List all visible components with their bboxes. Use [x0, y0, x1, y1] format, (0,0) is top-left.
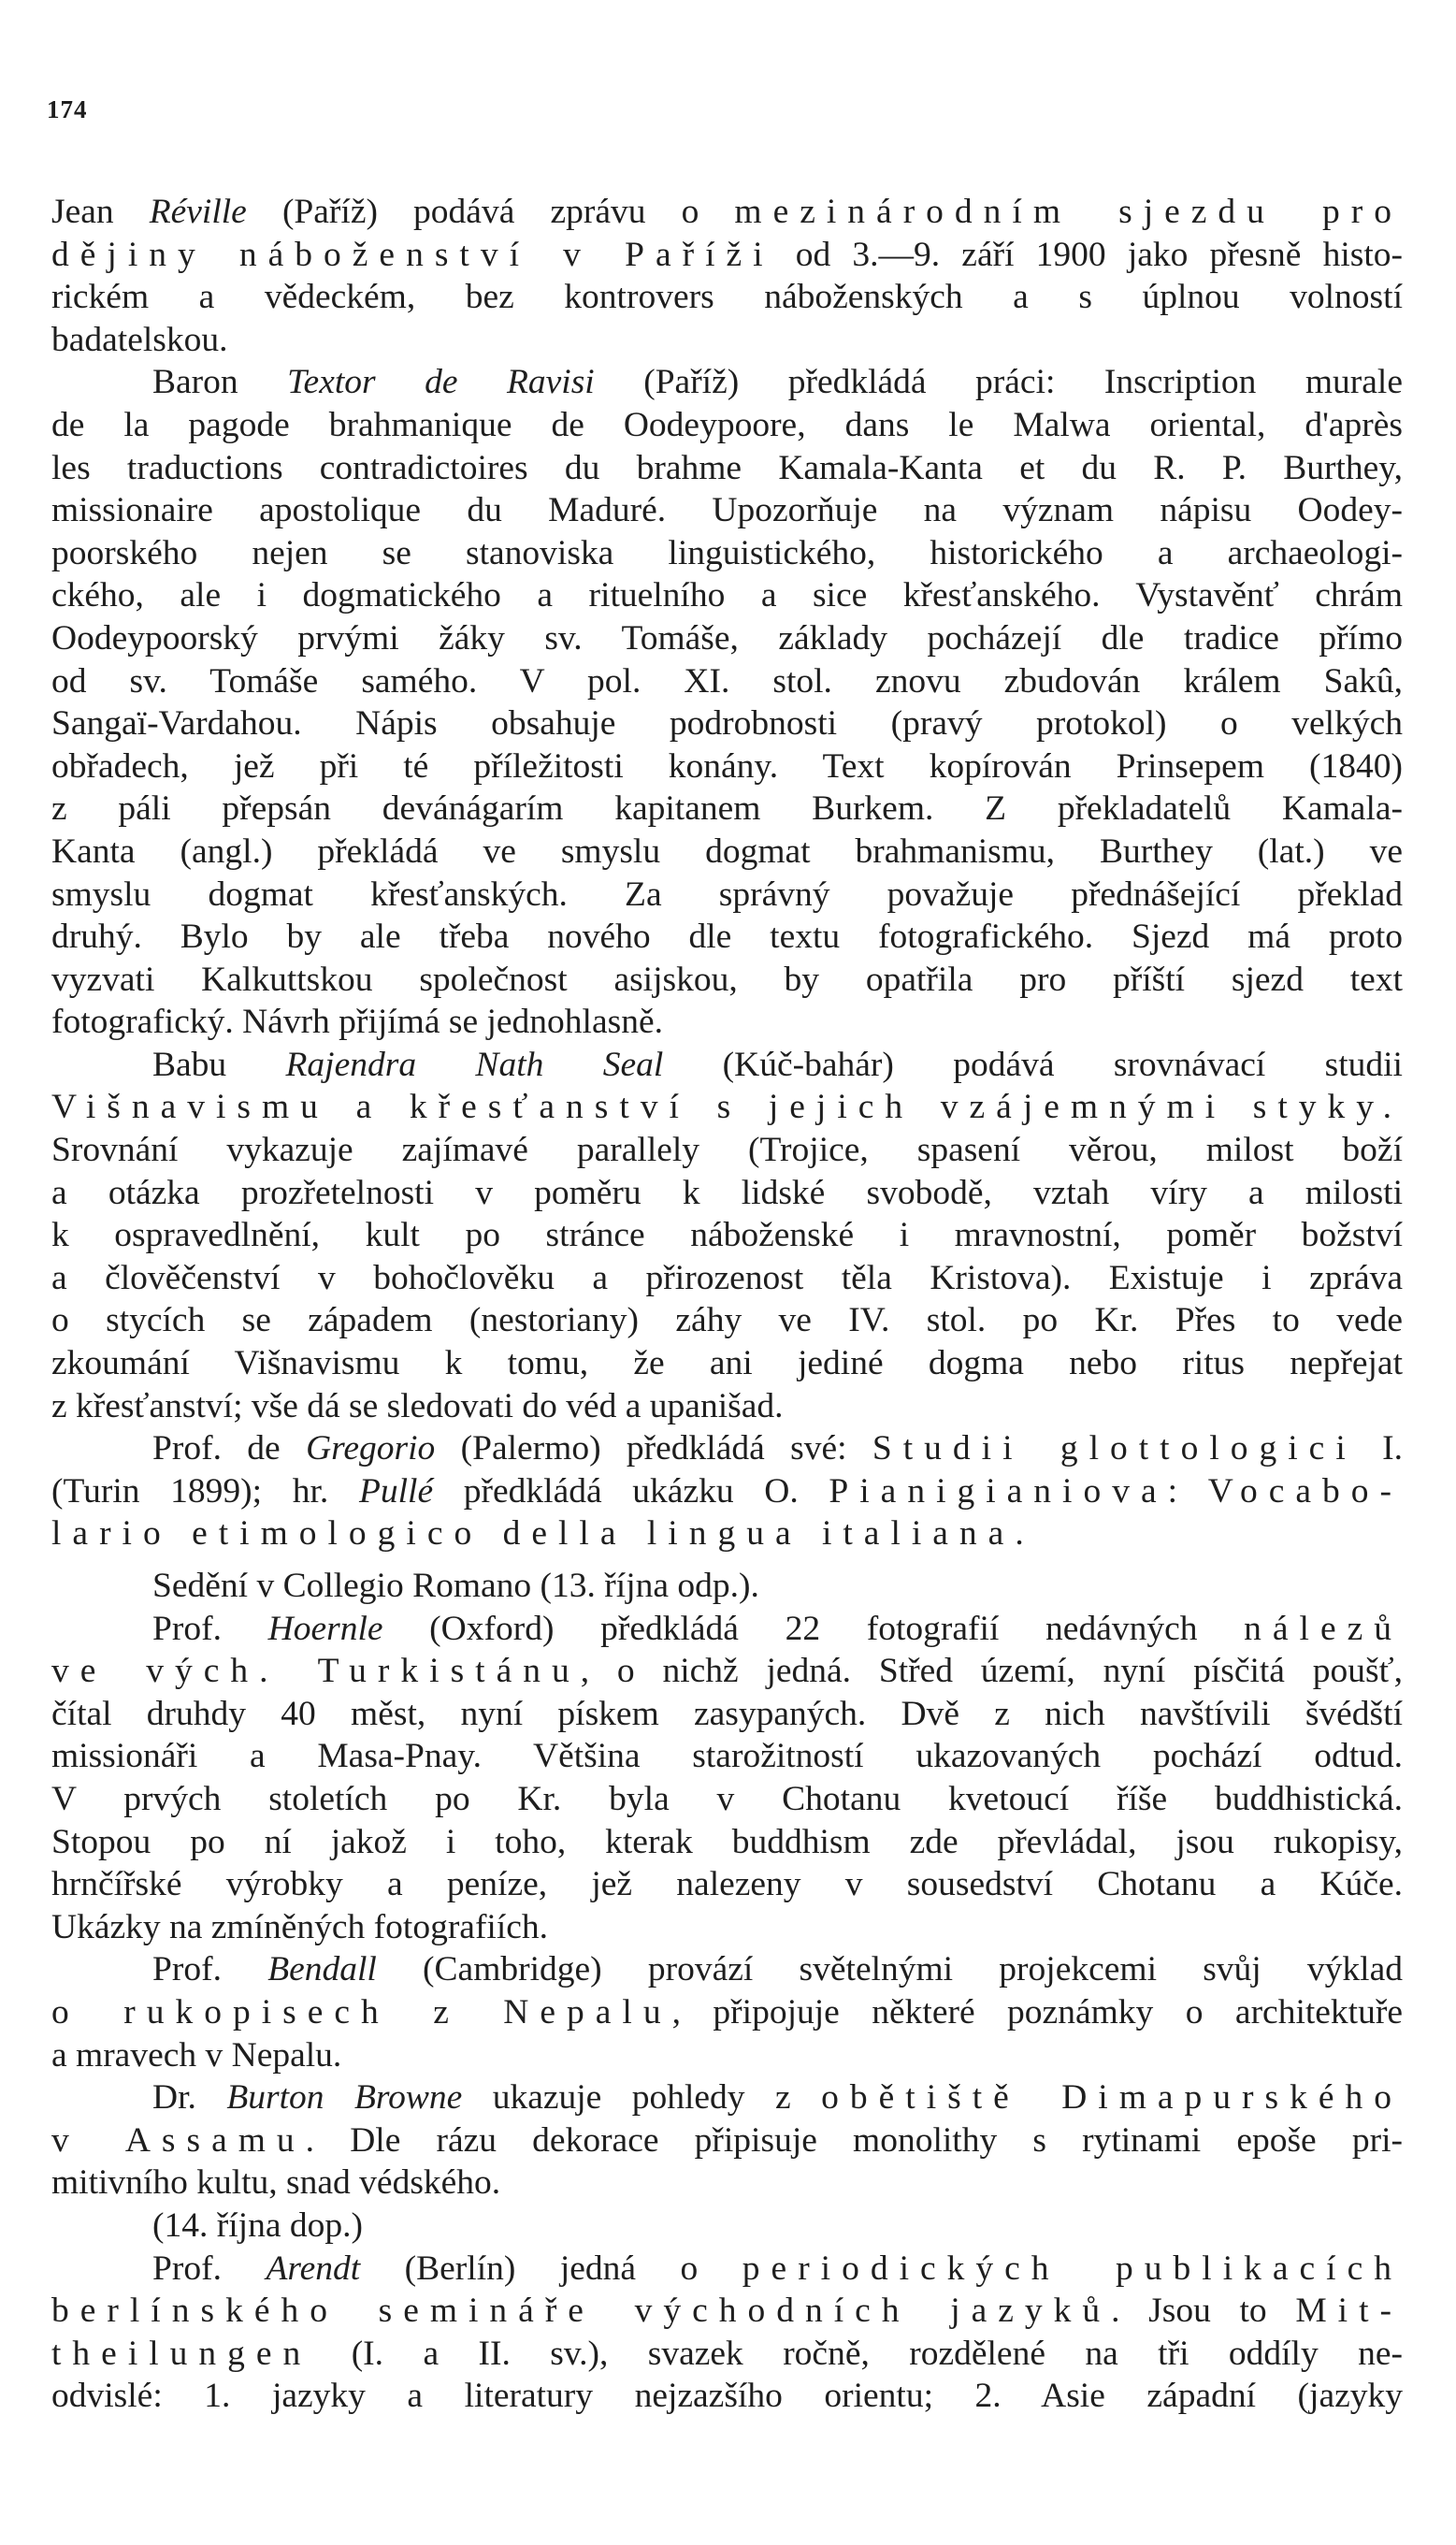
- text-line: [51, 532, 1403, 575]
- text-line: [51, 2076, 1403, 2119]
- text-line: [51, 1086, 1403, 1129]
- text-run: předkládá ukázku O.: [433, 1471, 829, 1511]
- spaced-emphasis: obětiště Dimapurského: [821, 2078, 1404, 2118]
- text-run: a člověčenství v bohočlověku a přirozenost těla Kristova). Existuje i zpráva: [51, 1258, 1403, 1297]
- text-run: smyslu dogmat křesťanských. Za správný považuje přednášející překlad: [51, 875, 1403, 914]
- text-run: poorského nejen se stanoviska linguistického, historického a archaeologi-: [51, 533, 1403, 572]
- text-run: (Kúč-bahár) podává srovnávací studii: [663, 1045, 1403, 1084]
- italic-name: Burton Browne: [226, 2078, 463, 2118]
- text-run: odvislé: 1. jazyky a literatury nejzazšího orientu; 2. Asie západní (jazyky: [51, 2377, 1403, 2416]
- text-line: [51, 916, 1403, 959]
- text-line: [51, 617, 1403, 660]
- text-run: Babu: [152, 1045, 286, 1084]
- text-line: [51, 489, 1403, 532]
- text-line: [51, 1129, 1403, 1172]
- text-run: mitivního kultu, snad védského.: [51, 2163, 501, 2203]
- italic-name: Arendt: [266, 2249, 361, 2288]
- text-line: [51, 1863, 1403, 1906]
- text-line: [51, 2333, 1403, 2376]
- text-run: (Palermo) předkládá své:: [435, 1429, 872, 1468]
- italic-name: Gregorio: [306, 1429, 436, 1468]
- text-run: fotografický. Návrh přijímá se jednohlasně.: [51, 1003, 663, 1042]
- italic-name: Textor de Ravisi: [287, 363, 595, 402]
- text-run: a otázka prozřetelnosti v poměru k lidské svobodě, vztah víry a milosti: [51, 1173, 1403, 1212]
- text-line: [51, 319, 1403, 362]
- text-line: [51, 1565, 1403, 1608]
- text-line: [51, 2248, 1403, 2291]
- text-run: badatelskou.: [51, 320, 228, 359]
- italic-name: Rajendra Nath Seal: [285, 1045, 664, 1084]
- text-run: Oodeypoorský prvými žáky sv. Tomáše, základy pocházejí dle tradice přímo: [51, 618, 1403, 658]
- text-line: [51, 1608, 1403, 1651]
- text-run: Prof. de: [152, 1429, 307, 1468]
- text-line: [51, 1385, 1403, 1428]
- text-run: hrnčířské výrobky a peníze, jež nalezeny v sousedství Chotanu a Kúče.: [51, 1865, 1403, 1904]
- spaced-emphasis: Višnavismu a křesťanství s jejich vzájemnými styky.: [51, 1088, 1403, 1127]
- body-text: [51, 191, 1403, 2418]
- text-run: ukazuje pohledy z: [462, 2078, 822, 2118]
- text-line: [51, 702, 1403, 745]
- text-run: (Berlín) jedná o: [360, 2249, 742, 2288]
- text-line: [51, 2034, 1403, 2077]
- text-run: o stycích se západem (nestoriany) záhy ve IV. stol. po Kr. Přes to vede: [51, 1301, 1403, 1340]
- text-run: missionaire apostolique du Maduré. Upozorňuje na význam nápisu Oodey-: [51, 491, 1403, 530]
- spaced-emphasis: theilungen: [51, 2334, 312, 2373]
- text-run: de la pagode brahmanique de Oodeypoore, dans le Malwa oriental, d'après: [51, 405, 1403, 444]
- spaced-emphasis: v Assamu: [51, 2120, 306, 2160]
- text-line: [51, 1735, 1403, 1778]
- text-line: [51, 745, 1403, 788]
- italic-name: Bendall: [267, 1950, 377, 1989]
- text-line: [51, 1650, 1403, 1693]
- page-number: 174: [47, 95, 88, 123]
- text-line: [51, 1427, 1403, 1470]
- spaced-emphasis: periodických publikacích: [742, 2249, 1403, 2288]
- spaced-emphasis: Studii glottologici: [872, 1429, 1357, 1468]
- text-line: [51, 1257, 1403, 1300]
- text-line: [51, 1342, 1403, 1385]
- text-run: Prof.: [152, 1609, 268, 1648]
- text-run: Stopou po ní jakož i toho, kterak buddhism zde převládal, jsou rukopisy,: [51, 1822, 1403, 1861]
- text-run: vyzvati Kalkuttskou společnost asijskou, by opatřila pro příští sjezd text: [51, 960, 1403, 999]
- text-line: [51, 276, 1403, 319]
- text-line: [51, 191, 1403, 234]
- text-line: [51, 2375, 1403, 2418]
- text-run: , připojuje některé poznámky o architektuře: [671, 1992, 1403, 2032]
- text-run: V prvých stoletích po Kr. byla v Chotanu kvetoucí říše buddhistická.: [51, 1779, 1403, 1818]
- text-line: [51, 2205, 1403, 2248]
- text-line: [51, 1512, 1403, 1555]
- text-run: druhý. Bylo by ale třeba nového dle textu fotografického. Sjezd má proto: [51, 918, 1403, 957]
- text-line: [51, 1470, 1403, 1513]
- text-run: z páli přepsán devánágarím kapitanem Burkem. Z překladatelů Kamala-: [51, 789, 1403, 829]
- text-run: k ospravedlnění, kult po stránce náboženské i mravnostní, poměr božství: [51, 1216, 1403, 1255]
- italic-name: Hoernle: [267, 1609, 383, 1648]
- text-run: Kanta (angl.) překládá ve smyslu dogmat brahmanismu, Burthey (lat.) ve: [51, 831, 1403, 871]
- text-line: [51, 404, 1403, 447]
- text-line: [51, 1778, 1403, 1821]
- text-line: [51, 1991, 1403, 2034]
- text-run: zkoumání Višnavismu k tomu, že ani jediné dogma nebo ritus nepřejat: [51, 1344, 1403, 1383]
- text-run: Dr.: [152, 2078, 227, 2118]
- text-line: [51, 1948, 1403, 1991]
- text-run: rickém a vědeckém, bez kontrovers náboženských a s úplnou volností: [51, 278, 1403, 317]
- text-run: a mravech v Nepalu.: [51, 2035, 342, 2075]
- italic-name: Pullé: [358, 1471, 434, 1511]
- text-line: [51, 1214, 1403, 1257]
- spaced-emphasis: lario etimologico della lingua italiana.: [51, 1514, 1035, 1554]
- spaced-emphasis: berlínského semináře východních jazyků: [51, 2292, 1112, 2331]
- text-run: obřadech, jež při té příležitosti konány. Text kopírován Prinsepem (1840): [51, 746, 1403, 786]
- text-line: [51, 2290, 1403, 2333]
- text-line: [51, 361, 1403, 404]
- text-run: les traductions contradictoires du brahme Kamala-Kanta et du R. P. Burthey,: [51, 448, 1403, 487]
- spaced-emphasis: ve vých. Turkistánu: [51, 1652, 581, 1691]
- text-run: (Paříž) podává zprávu o: [246, 193, 735, 231]
- text-line: [51, 1299, 1403, 1342]
- text-run: (Paříž) předkládá práci: Inscription murale: [594, 363, 1403, 402]
- text-run: (Cambridge) provází světelnými projekcemi svůj výklad: [376, 1950, 1403, 1989]
- text-line: [51, 1001, 1403, 1044]
- spaced-emphasis: Vocabo-: [1207, 1471, 1404, 1511]
- text-line: [51, 1906, 1403, 1949]
- text-run: Ukázky na zmíněných fotografiích.: [51, 1907, 549, 1946]
- text-line: [51, 831, 1403, 874]
- text-line: [51, 2119, 1403, 2162]
- text-run: . Jsou to: [1111, 2292, 1296, 2331]
- text-line: [51, 1821, 1403, 1864]
- text-line: [51, 1044, 1403, 1087]
- text-run: Prof.: [152, 2249, 267, 2288]
- text-line: [51, 660, 1403, 703]
- spaced-emphasis: Pianigianiova: [829, 1471, 1168, 1511]
- text-line: [51, 1172, 1403, 1215]
- spaced-emphasis: nálezů: [1244, 1609, 1403, 1648]
- text-run: , o nichž jedná. Střed území, nyní písčitá poušť,: [580, 1652, 1403, 1691]
- text-line: [51, 447, 1403, 490]
- text-run: Jean: [51, 193, 150, 231]
- text-line: [51, 874, 1403, 917]
- text-run: ckého, ale i dogmatického a rituelního a sice křesťanského. Vystavěnť chrám: [51, 576, 1403, 615]
- text-run: I.: [1356, 1429, 1403, 1468]
- section-gap: [51, 1555, 1403, 1565]
- text-run: Sangaï-Vardahou. Nápis obsahuje podrobnosti (pravý protokol) o velkých: [51, 704, 1403, 744]
- text-line: [51, 234, 1403, 277]
- text-run: Prof.: [152, 1950, 268, 1989]
- spaced-emphasis: dějiny náboženství v Paříži: [51, 235, 774, 274]
- text-run: z křesťanství; vše dá se sledovati do véd a upanišad.: [51, 1386, 784, 1425]
- text-run: :: [1167, 1471, 1208, 1511]
- text-run: od 3.—9. září 1900 jako přesně histo-: [773, 235, 1403, 274]
- spaced-emphasis: Mit-: [1295, 2292, 1403, 2331]
- text-run: (Turin 1899); hr.: [51, 1471, 359, 1511]
- spaced-emphasis: mezinárodním sjezdu pro: [734, 193, 1403, 231]
- text-run: Srovnání vykazuje zajímavé parallely (Trojice, spasení věrou, milost boží: [51, 1131, 1403, 1170]
- text-run: (14. října dop.): [152, 2205, 363, 2245]
- text-line: [51, 1693, 1403, 1736]
- text-line: [51, 2162, 1403, 2205]
- text-run: Sedění v Collegio Romano (13. října odp.).: [152, 1567, 759, 1605]
- spaced-emphasis: o rukopisech z Nepalu: [51, 1992, 672, 2032]
- text-run: od sv. Tomáše samého. V pol. XI. stol. znovu zbudován králem Sakû,: [51, 661, 1403, 701]
- text-line: [51, 959, 1403, 1002]
- text-run: Baron: [152, 363, 288, 402]
- text-run: missionáři a Masa-Pnay. Většina starožitností ukazovaných pochází odtud.: [51, 1737, 1403, 1776]
- text-line: [51, 574, 1403, 617]
- text-run: čítal druhdy 40 měst, nyní pískem zasypaných. Dvě z nich navštívili švédští: [51, 1694, 1403, 1733]
- italic-name: Réville: [149, 193, 247, 231]
- text-run: (I. a II. sv.), svazek ročně, rozdělené na tři oddíly ne-: [311, 2334, 1403, 2373]
- text-run: (Oxford) předkládá 22 fotografií nedávných: [382, 1609, 1245, 1648]
- text-run: . Dle rázu dekorace připisuje monolithy s rytinami epoše pri-: [305, 2120, 1403, 2160]
- text-line: [51, 788, 1403, 831]
